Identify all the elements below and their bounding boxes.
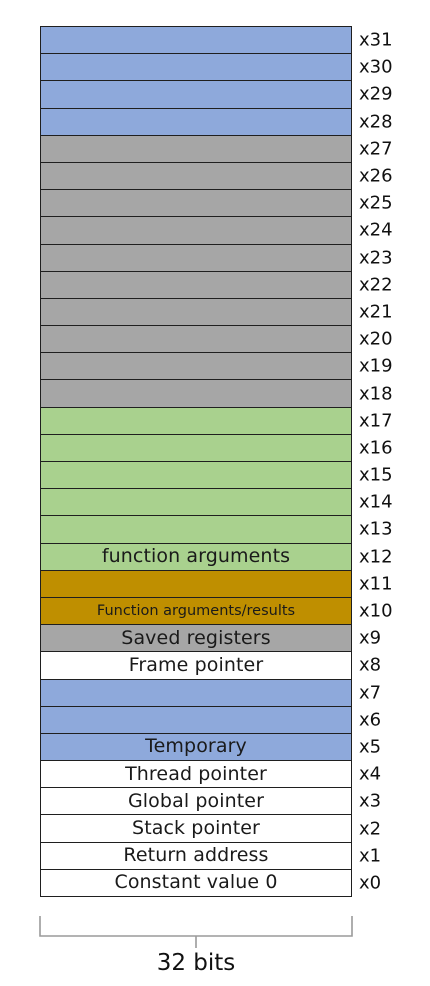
register-name: x22 bbox=[359, 274, 393, 296]
register-row-x1 bbox=[40, 843, 382, 870]
register-name: x31 bbox=[359, 29, 393, 51]
register-label: Thread pointer bbox=[125, 762, 267, 785]
register-row-x7 bbox=[40, 680, 382, 707]
register-row-x5 bbox=[40, 734, 382, 761]
register-name: x10 bbox=[359, 600, 393, 622]
register-row-x29 bbox=[40, 81, 393, 108]
register-row-x25 bbox=[40, 190, 393, 217]
register-name: x23 bbox=[359, 247, 393, 269]
register-name: x7 bbox=[359, 682, 382, 704]
register-name: x24 bbox=[359, 219, 393, 241]
register-row-x30 bbox=[40, 54, 393, 81]
register-name: x28 bbox=[359, 111, 393, 133]
register-row-x26 bbox=[40, 163, 393, 190]
width-brace bbox=[38, 910, 354, 950]
register-name: x17 bbox=[359, 410, 393, 432]
register-name: x30 bbox=[359, 56, 393, 78]
register-name: x6 bbox=[359, 709, 382, 731]
register-name: x16 bbox=[359, 437, 393, 459]
register-name: x8 bbox=[359, 654, 382, 676]
register-row-x18 bbox=[40, 380, 393, 407]
register-row-x15 bbox=[40, 462, 393, 489]
register-name: x9 bbox=[359, 627, 382, 649]
register-row-x11 bbox=[40, 571, 393, 598]
register-row-x10 bbox=[40, 598, 393, 625]
register-row-x13 bbox=[40, 516, 393, 543]
register-name: x11 bbox=[359, 573, 393, 595]
register-row-x0 bbox=[40, 870, 382, 897]
register-row-x12 bbox=[40, 544, 393, 571]
register-row-x9 bbox=[40, 625, 382, 652]
register-row-x6 bbox=[40, 707, 382, 734]
register-row-x19 bbox=[40, 353, 393, 380]
register-row-x20 bbox=[40, 326, 393, 353]
register-name: x26 bbox=[359, 165, 393, 187]
register-row-x16 bbox=[40, 435, 393, 462]
register-row-x31 bbox=[40, 27, 393, 54]
register-label: Constant value 0 bbox=[114, 871, 278, 894]
register-row-x22 bbox=[40, 272, 393, 299]
register-name: x20 bbox=[359, 328, 393, 350]
register-name: x1 bbox=[359, 845, 382, 867]
register-row-x27 bbox=[40, 136, 393, 163]
register-label: Frame pointer bbox=[128, 653, 264, 676]
register-row-x28 bbox=[40, 109, 393, 136]
register-row-x17 bbox=[40, 408, 393, 435]
register-row-x8 bbox=[40, 652, 382, 679]
register-name: x13 bbox=[359, 518, 393, 540]
register-row-x21 bbox=[40, 299, 393, 326]
register-name: x3 bbox=[359, 790, 382, 812]
register-name: x18 bbox=[359, 383, 393, 405]
register-label: Return address bbox=[123, 844, 269, 867]
register-label: Stack pointer bbox=[132, 817, 260, 840]
register-row-x2 bbox=[40, 815, 382, 842]
register-name: x21 bbox=[359, 301, 393, 323]
register-name: x25 bbox=[359, 192, 393, 214]
register-label: Saved registers bbox=[121, 626, 271, 649]
register-row-x24 bbox=[40, 217, 393, 244]
register-name: x12 bbox=[359, 546, 393, 568]
register-name: x2 bbox=[359, 818, 382, 840]
register-label: Function arguments/results bbox=[96, 602, 296, 619]
register-name: x0 bbox=[359, 872, 382, 894]
register-name: x29 bbox=[359, 83, 393, 105]
register-name: x14 bbox=[359, 491, 393, 513]
register-label: Global pointer bbox=[127, 789, 264, 812]
register-row-x3 bbox=[40, 788, 382, 815]
width-label: 32 bits bbox=[156, 950, 236, 976]
register-file bbox=[40, 26, 393, 897]
register-row-x4 bbox=[40, 761, 382, 788]
register-row-x23 bbox=[40, 245, 393, 272]
register-row-x14 bbox=[40, 489, 393, 516]
register-name: x5 bbox=[359, 736, 382, 758]
register-name: x4 bbox=[359, 763, 382, 785]
register-name: x27 bbox=[359, 138, 393, 160]
register-label: function arguments bbox=[101, 545, 291, 568]
register-name: x15 bbox=[359, 464, 393, 486]
register-label: Temporary bbox=[145, 735, 247, 758]
register-name: x19 bbox=[359, 355, 393, 377]
